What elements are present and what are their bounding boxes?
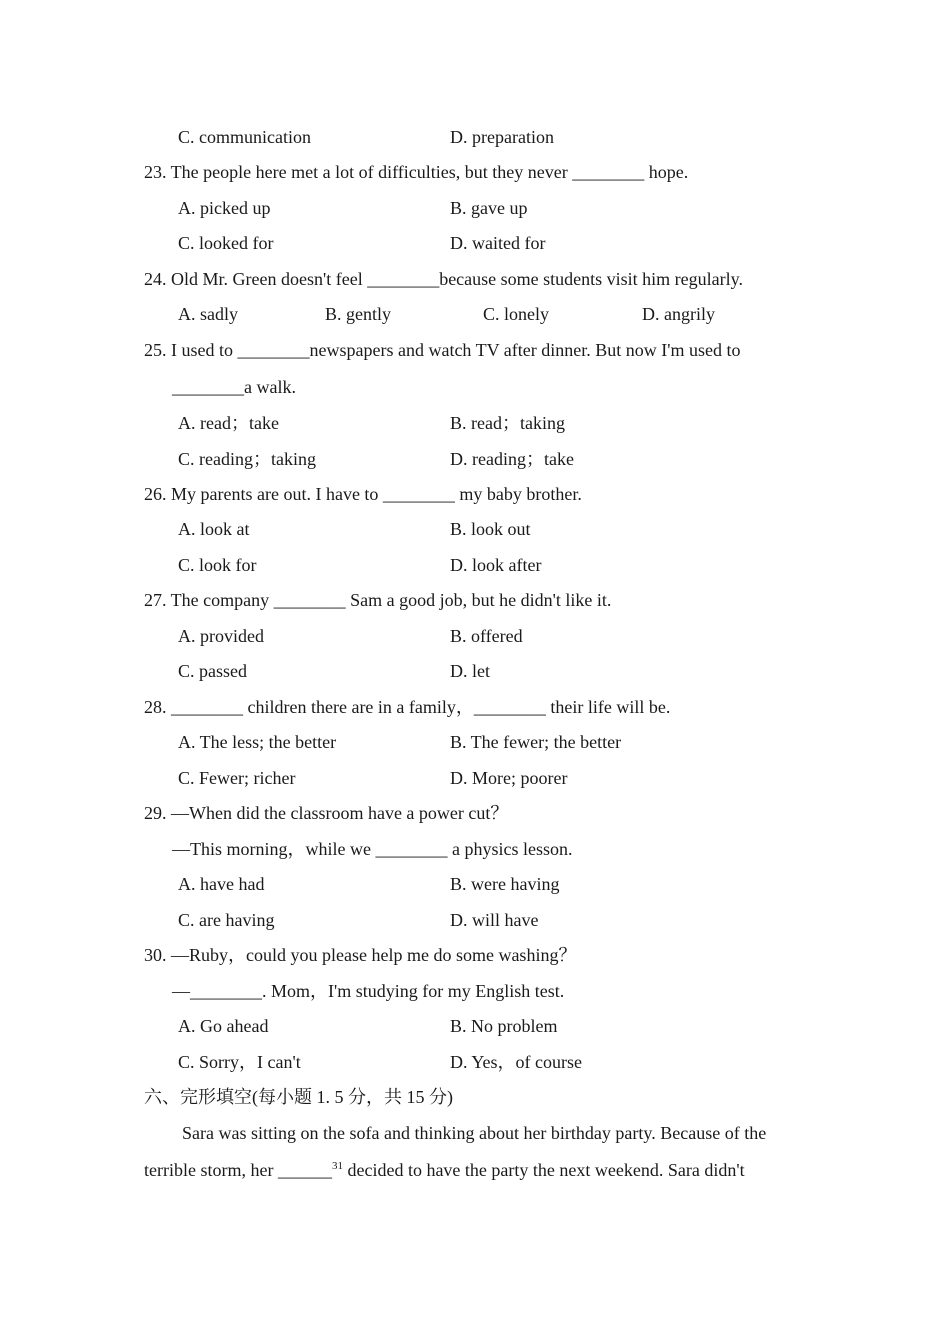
section-heading: 六、完形填空(每小题 1. 5 分，共 15 分) (144, 1087, 453, 1107)
q29-stem-continued: —This morning，while we ________ a physics lesson. (172, 839, 573, 859)
q28-option-d: D. More; poorer (450, 768, 568, 788)
passage-line-2-end: decided to have the party the next weekend. Sara didn't (342, 1160, 745, 1180)
q22-option-d: D. preparation (450, 127, 554, 147)
q27-option-c: C. passed (178, 661, 247, 681)
q29-stem: 29. —When did the classroom have a power cut？ (144, 803, 509, 823)
q26-option-b: B. look out (450, 519, 531, 539)
passage-line-2 (144, 1159, 745, 1181)
passage-line-1: Sara was sitting on the sofa and thinking about her birthday party. Because of the (182, 1123, 767, 1143)
q25-option-d: D. reading；take (450, 449, 574, 469)
q27-option-b: B. offered (450, 626, 523, 646)
q24-option-d: D. angrily (642, 304, 715, 324)
q26-option-d: D. look after (450, 555, 542, 575)
q23-option-c: C. looked for (178, 233, 274, 253)
q23-option-d: D. waited for (450, 233, 546, 253)
q24-option-a: A. sadly (178, 304, 238, 324)
q29-option-d: D. will have (450, 910, 539, 930)
q25-stem: 25. I used to ________newspapers and watch TV after dinner. But now I'm used to (144, 340, 741, 360)
q27-option-d: D. let (450, 661, 490, 681)
q23-option-a: A. picked up (178, 198, 271, 218)
q30-stem: 30. —Ruby，could you please help me do some washing？ (144, 945, 577, 965)
q25-option-b: B. read；taking (450, 413, 565, 433)
q30-option-b: B. No problem (450, 1016, 558, 1036)
blank-number: 31 (331, 1160, 343, 1172)
q30-option-a: A. Go ahead (178, 1016, 269, 1036)
q24-stem: 24. Old Mr. Green doesn't feel ________because some students visit him regularly. (144, 269, 743, 289)
q29-option-a: A. have had (178, 874, 265, 894)
q25-option-c: C. reading；taking (178, 449, 316, 469)
q28-option-c: C. Fewer; richer (178, 768, 296, 788)
q30-option-c: C. Sorry，I can't (178, 1052, 301, 1072)
q24-option-b: B. gently (325, 304, 391, 324)
q30-stem-continued: —________. Mom，I'm studying for my English test. (172, 981, 565, 1001)
q26-stem: 26. My parents are out. I have to ________ my baby brother. (144, 484, 582, 504)
q25-stem-continued: ________a walk. (172, 377, 296, 397)
q23-option-b: B. gave up (450, 198, 528, 218)
q22-option-c: C. communication (178, 127, 311, 147)
q24-option-c: C. lonely (483, 304, 549, 324)
q29-option-b: B. were having (450, 874, 560, 894)
q25-option-a: A. read；take (178, 413, 279, 433)
q29-option-c: C. are having (178, 910, 275, 930)
passage-line-2-start: terrible storm, her ______ (144, 1160, 332, 1180)
q28-stem: 28. ________ children there are in a family，________ their life will be. (144, 697, 671, 717)
q28-option-a: A. The less; the better (178, 732, 337, 752)
q26-option-c: C. look for (178, 555, 257, 575)
q23-stem: 23. The people here met a lot of difficulties, but they never ________ hope. (144, 162, 689, 182)
q27-stem: 27. The company ________ Sam a good job, but he didn't like it. (144, 590, 612, 610)
q28-option-b: B. The fewer; the better (450, 732, 622, 752)
q30-option-d: D. Yes，of course (450, 1052, 582, 1072)
q26-option-a: A. look at (178, 519, 250, 539)
q27-option-a: A. provided (178, 626, 264, 646)
